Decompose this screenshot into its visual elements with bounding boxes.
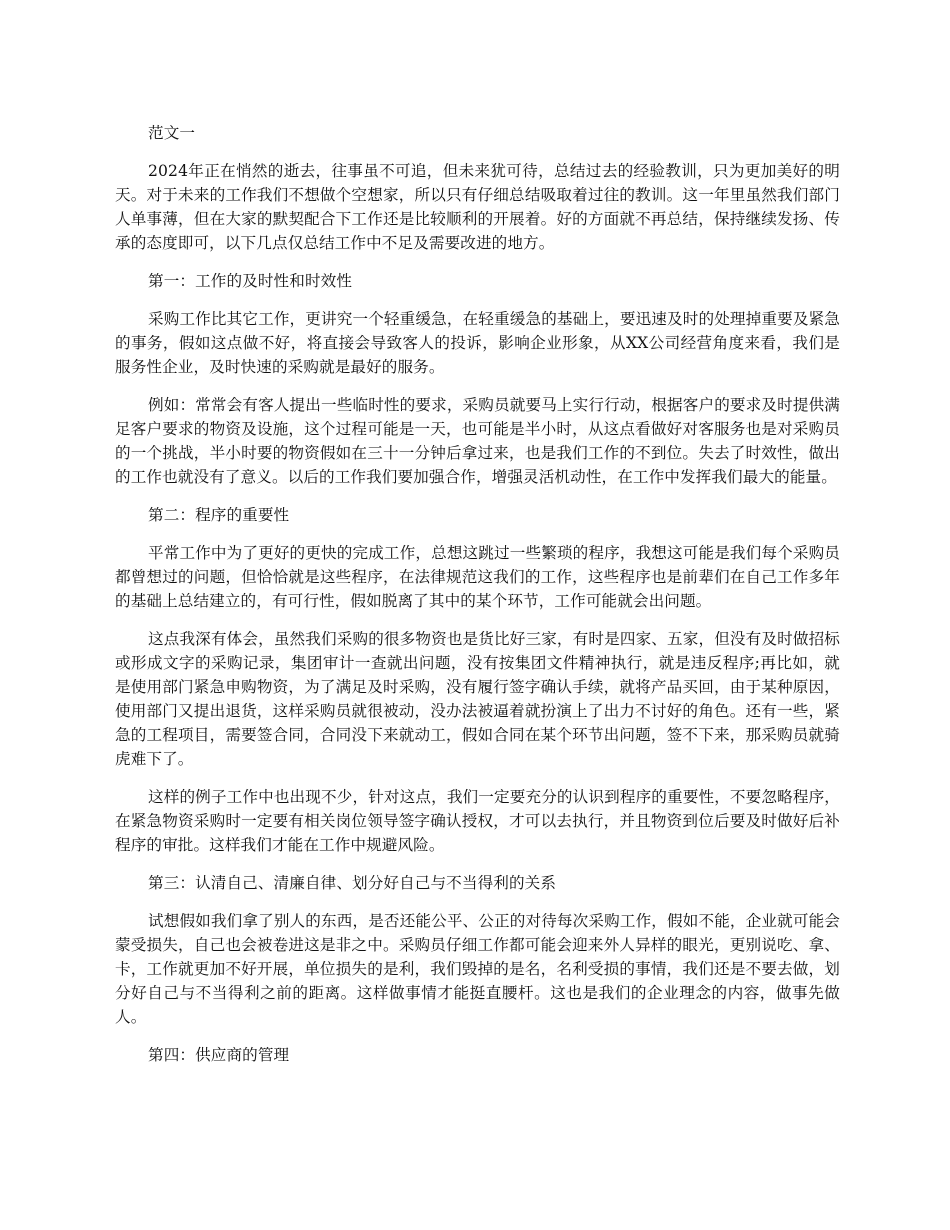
paragraph-experience: 这点我深有体会，虽然我们采购的很多物资也是货比好三家，有时是四家、五家，但没有及时做招标或形成文字的采购记录，集团审计一查就出问题，没有按集团文件精神执行，就是违反程序;再比如，就是使用部门紧急申购物资，为了满足及时采购，没有履行签字确认手续，就将产品买回，由于某种原因，使用部门又提出退货，这样采购员就很被动，没办法被逼着就扮演上了出力不讨好的角色。还有一些，紧急的工程项目，需要签合同，合同没下来就动工，假如合同在某个环节出问题，签不下来，那采购员就骑虎难下了。 — [115, 630, 840, 768]
section-heading-1: 第一：工作的及时性和时效性 — [148, 272, 353, 290]
paragraph-timeliness: 采购工作比其它工作，更讲究一个轻重缓急，在轻重缓急的基础上，要迅速及时的处理掉重要及紧急的事务，假如这点做不好，将直接会导致客人的投诉，影响企业形象，从XX公司经营角度来看，我们是服务性企业，及时快速的采购就是最好的服务。 — [115, 310, 840, 376]
section-heading-4: 第四：供应商的管理 — [148, 1046, 290, 1064]
section-heading-2: 第二：程序的重要性 — [148, 506, 290, 524]
paragraph-procedure: 平常工作中为了更好的更快的完成工作，总想这跳过一些繁琐的程序，我想这可能是我们每个采购员都曾想过的问题，但恰恰就是这些程序，在法律规范这我们的工作，这些程序也是前辈们在自己工作多年的基础上总结建立的，有可行性，假如脱离了其中的某个环节，工作可能就会出问题。 — [115, 544, 840, 610]
document-title: 范文一 — [148, 124, 196, 142]
document-body — [115, 121, 840, 1081]
section-heading-3: 第三：认清自己、清廉自律、划分好自己与不当得利的关系 — [148, 874, 557, 892]
paragraph-intro: 2024年正在悄然的逝去，往事虽不可追，但未来犹可待，总结过去的经验教训，只为更加美好的明天。对于未来的工作我们不想做个空想家，所以只有仔细总结吸取着过往的教训。这一年里虽然我们部门人单事薄，但在大家的默契配合下工作还是比较顺利的开展着。好的方面就不再总结，保持继续发扬、传承的态度即可，以下几点仅总结工作中不足及需要改进的地方。 — [115, 162, 840, 252]
paragraph-example: 例如：常常会有客人提出一些临时性的要求，采购员就要马上实行行动，根据客户的要求及时提供满足客户要求的物资及设施，这个过程可能是一天，也可能是半小时，从这点看做好对客服务也是对采购员的一个挑战，半小时要的物资假如在三十一分钟后拿过来，也是我们工作的不到位。失去了时效性，做出的工作也就没有了意义。以后的工作我们要加强合作，增强灵活机动性，在工作中发挥我们最大的能量。 — [115, 396, 840, 486]
paragraph-examples: 这样的例子工作中也出现不少，针对这点，我们一定要充分的认识到程序的重要性，不要忽略程序，在紧急物资采购时一定要有相关岗位领导签字确认授权，才可以去执行，并且物资到位后要及时做好后补程序的审批。这样我们才能在工作中规避风险。 — [115, 788, 840, 854]
paragraph-integrity: 试想假如我们拿了别人的东西，是否还能公平、公正的对待每次采购工作，假如不能，企业就可能会蒙受损失，自己也会被卷进这是非之中。采购员仔细工作都可能会迎来外人异样的眼光，更别说吃、拿、卡，工作就更加不好开展，单位损失的是利，我们毁掉的是名，名利受损的事情，我们还是不要去做，划分好自己与不当得利之前的距离。这样做事情才能挺直腰杆。这也是我们的企业理念的内容，做事先做人。 — [115, 912, 840, 1026]
